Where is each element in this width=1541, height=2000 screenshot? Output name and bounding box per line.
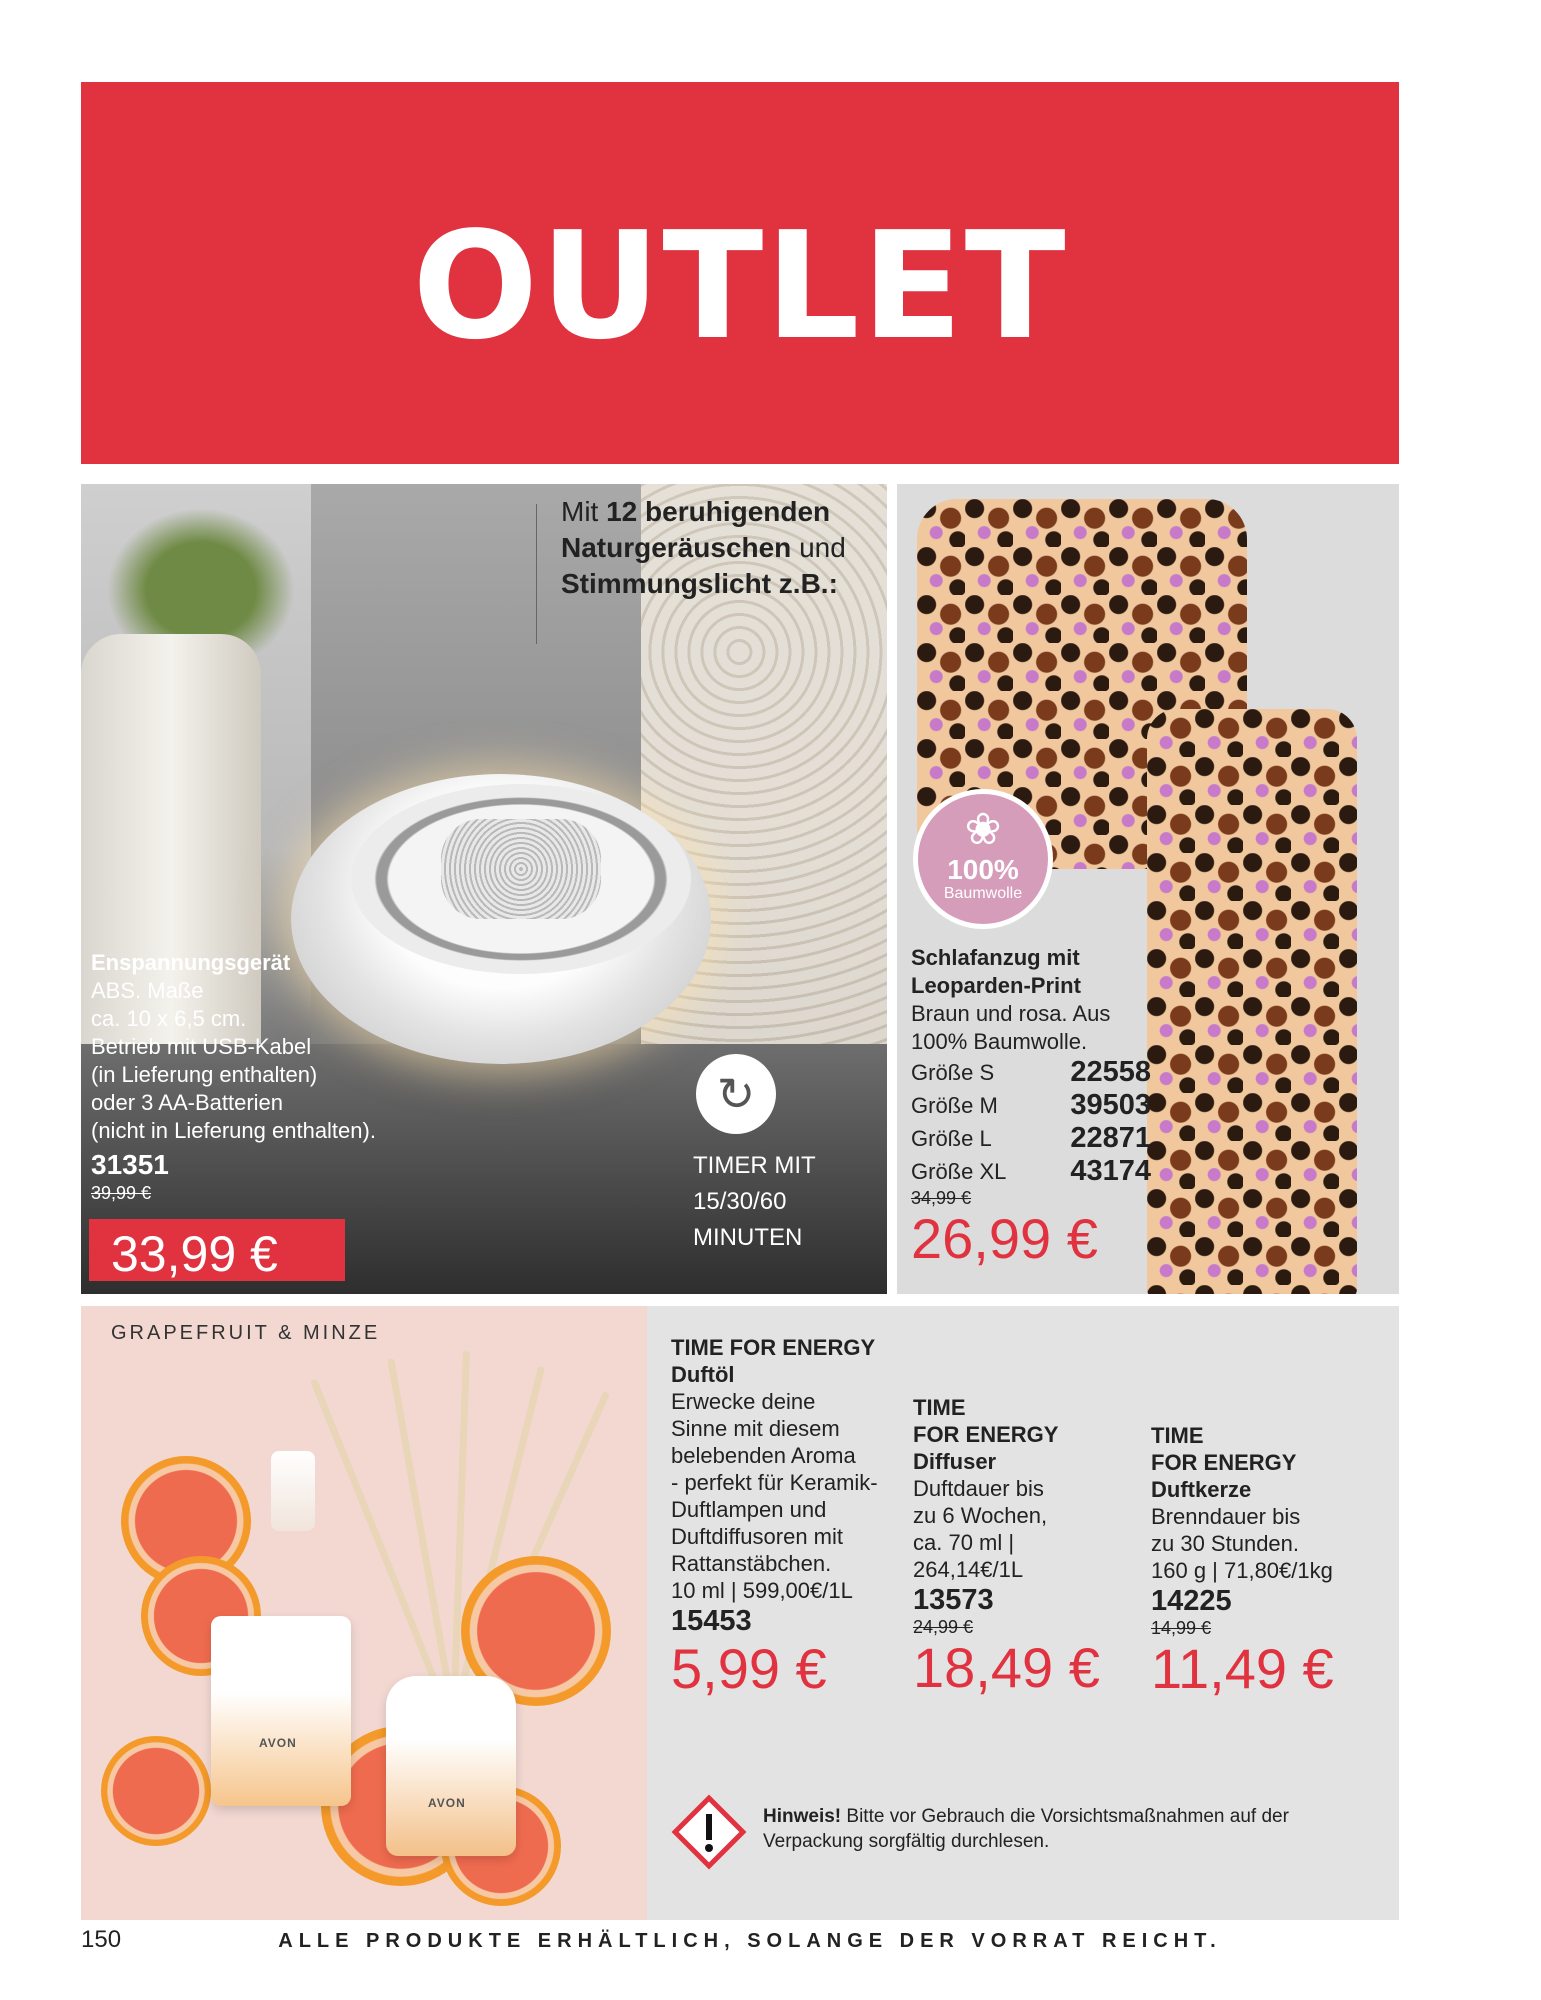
banner-title: OUTLET [412, 200, 1068, 372]
product-desc-line: - perfekt für Keramik- [671, 1470, 878, 1495]
device-desc-line: ABS. Maße [91, 978, 204, 1003]
safety-notice: Hinweis! Bitte vor Gebrauch die Vorsichtsmaßnahmen auf der Verpackung sorgfältig durchlesen. [763, 1806, 1289, 1852]
pajama-name-line: Schlafanzug mit [911, 945, 1080, 970]
product-title-line: TIME [1151, 1423, 1204, 1448]
device-name: Enspannungsgerät [91, 950, 291, 975]
product-title-line: FOR ENERGY [1151, 1450, 1297, 1475]
intro-divider [536, 504, 537, 644]
cotton-label: Baumwolle [943, 885, 1023, 902]
device-intro: Mit 12 beruhigenden Naturgeräuschen und Stimmungslicht z.B.: [561, 496, 846, 599]
device-product-panel [81, 484, 887, 1294]
product-old-price: 24,99 € [913, 1617, 974, 1637]
pajama-desc-line: 100% Baumwolle. [911, 1029, 1088, 1054]
device-price: 33,99 € [111, 1226, 278, 1282]
pajama-desc-line: Braun und rosa. Aus [911, 1001, 1111, 1026]
size-row [911, 1089, 1151, 1122]
device-desc-line: oder 3 AA-Batterien [91, 1090, 284, 1115]
grapefruit-slice [101, 1736, 211, 1846]
product-price: 5,99 € [671, 1637, 827, 1700]
oil-bottle-image [271, 1451, 315, 1531]
cotton-flower-icon: ❀ [964, 805, 1002, 854]
clock-history-icon: ↻ [696, 1054, 776, 1134]
pajama-old-price: 34,99 € [911, 1188, 972, 1208]
product-diffuser [913, 1394, 1143, 1699]
photo-plant [91, 494, 311, 654]
product-desc-line: Sinne mit diesem [671, 1416, 840, 1441]
product-title-line: TIME [913, 1395, 966, 1420]
product-duftoel [671, 1334, 911, 1700]
product-title-line: FOR ENERGY [913, 1422, 1059, 1447]
size-label: Größe S [911, 1060, 995, 1085]
diffuser-logo: AVON [428, 1796, 466, 1810]
product-desc-line: Erwecke deine [671, 1389, 816, 1414]
footer-note: ALLE PRODUKTE ERHÄLTLICH, SOLANGE DER VORRAT REICHT. [278, 1930, 1222, 1952]
product-desc-line: ca. 70 ml | [913, 1530, 1015, 1555]
product-desc-line: Brenndauer bis [1151, 1504, 1301, 1529]
device-price-badge [89, 1219, 345, 1281]
size-code: 39503 [1070, 1089, 1151, 1121]
size-label: Größe M [911, 1093, 998, 1118]
pajama-name-line: Leoparden-Print [911, 973, 1081, 998]
pajama-pants-image [1147, 709, 1357, 1294]
product-title-line: TIME FOR ENERGY [671, 1335, 876, 1360]
device-desc-line: (in Lieferung enthalten) [91, 1062, 318, 1087]
device-old-price: 39,99 € [91, 1183, 152, 1203]
timer-line: MINUTEN [693, 1224, 803, 1251]
product-title-line: Diffuser [913, 1449, 997, 1474]
size-label: Größe XL [911, 1159, 1007, 1184]
size-code: 43174 [1070, 1155, 1151, 1187]
pajama-details [911, 944, 1151, 1270]
device-grille [441, 819, 601, 919]
product-duftkerze [1151, 1422, 1391, 1700]
product-desc-line: 264,14€/1L [913, 1557, 1024, 1582]
page-number: 150 [81, 1926, 122, 1953]
fragrance-photo-title: GRAPEFRUIT & MINZE [111, 1322, 381, 1344]
product-title-line: Duftöl [671, 1362, 735, 1387]
product-price: 11,49 € [1151, 1637, 1334, 1700]
device-article-number: 31351 [91, 1149, 169, 1180]
product-article-number: 13573 [913, 1584, 994, 1616]
size-label: Größe L [911, 1126, 992, 1151]
product-desc-line: Duftdiffusoren mit [671, 1524, 844, 1549]
product-old-price: 14,99 € [1151, 1618, 1212, 1638]
cotton-badge [913, 789, 1053, 929]
device-details [91, 949, 491, 1207]
candle-image [211, 1616, 351, 1806]
device-desc-line: (nicht in Lieferung enthalten). [91, 1118, 376, 1143]
size-code: 22871 [1070, 1122, 1151, 1154]
fragrance-info-panel [647, 1306, 1399, 1920]
pajama-name [911, 944, 1151, 1000]
pajama-price: 26,99 € [911, 1207, 1098, 1270]
product-price: 18,49 € [913, 1636, 1100, 1699]
product-desc-line: 10 ml | 599,00€/1L [671, 1578, 853, 1603]
diffuser-image [386, 1676, 516, 1856]
timer-info [693, 1148, 883, 1256]
pajama-product-panel [897, 484, 1399, 1294]
device-desc-line: Betrieb mit USB-Kabel [91, 1034, 312, 1059]
size-row [911, 1122, 1151, 1155]
hazard-warning-icon [671, 1794, 747, 1870]
product-desc-line: zu 6 Wochen, [913, 1503, 1048, 1528]
product-desc-line: Duftlampen und [671, 1497, 827, 1522]
product-desc-line: 160 g | 71,80€/1kg [1151, 1558, 1333, 1583]
product-desc-line: zu 30 Stunden. [1151, 1531, 1300, 1556]
product-desc-line: belebenden Aroma [671, 1443, 856, 1468]
product-desc-line: Rattanstäbchen. [671, 1551, 832, 1576]
size-code: 22558 [1070, 1056, 1151, 1088]
size-row [911, 1056, 1151, 1089]
device-desc-line: ca. 10 x 6,5 cm. [91, 1006, 247, 1031]
fragrance-photo [81, 1306, 647, 1920]
product-title-line: Duftkerze [1151, 1477, 1252, 1502]
size-row [911, 1155, 1151, 1188]
product-desc-line: Duftdauer bis [913, 1476, 1044, 1501]
outlet-banner [81, 82, 1399, 464]
cotton-percent: 100% [947, 854, 1019, 885]
product-article-number: 15453 [671, 1605, 752, 1637]
candle-logo: AVON [259, 1736, 297, 1750]
product-article-number: 14225 [1151, 1585, 1232, 1617]
timer-line: TIMER MIT [693, 1152, 816, 1179]
timer-line: 15/30/60 [693, 1188, 787, 1215]
